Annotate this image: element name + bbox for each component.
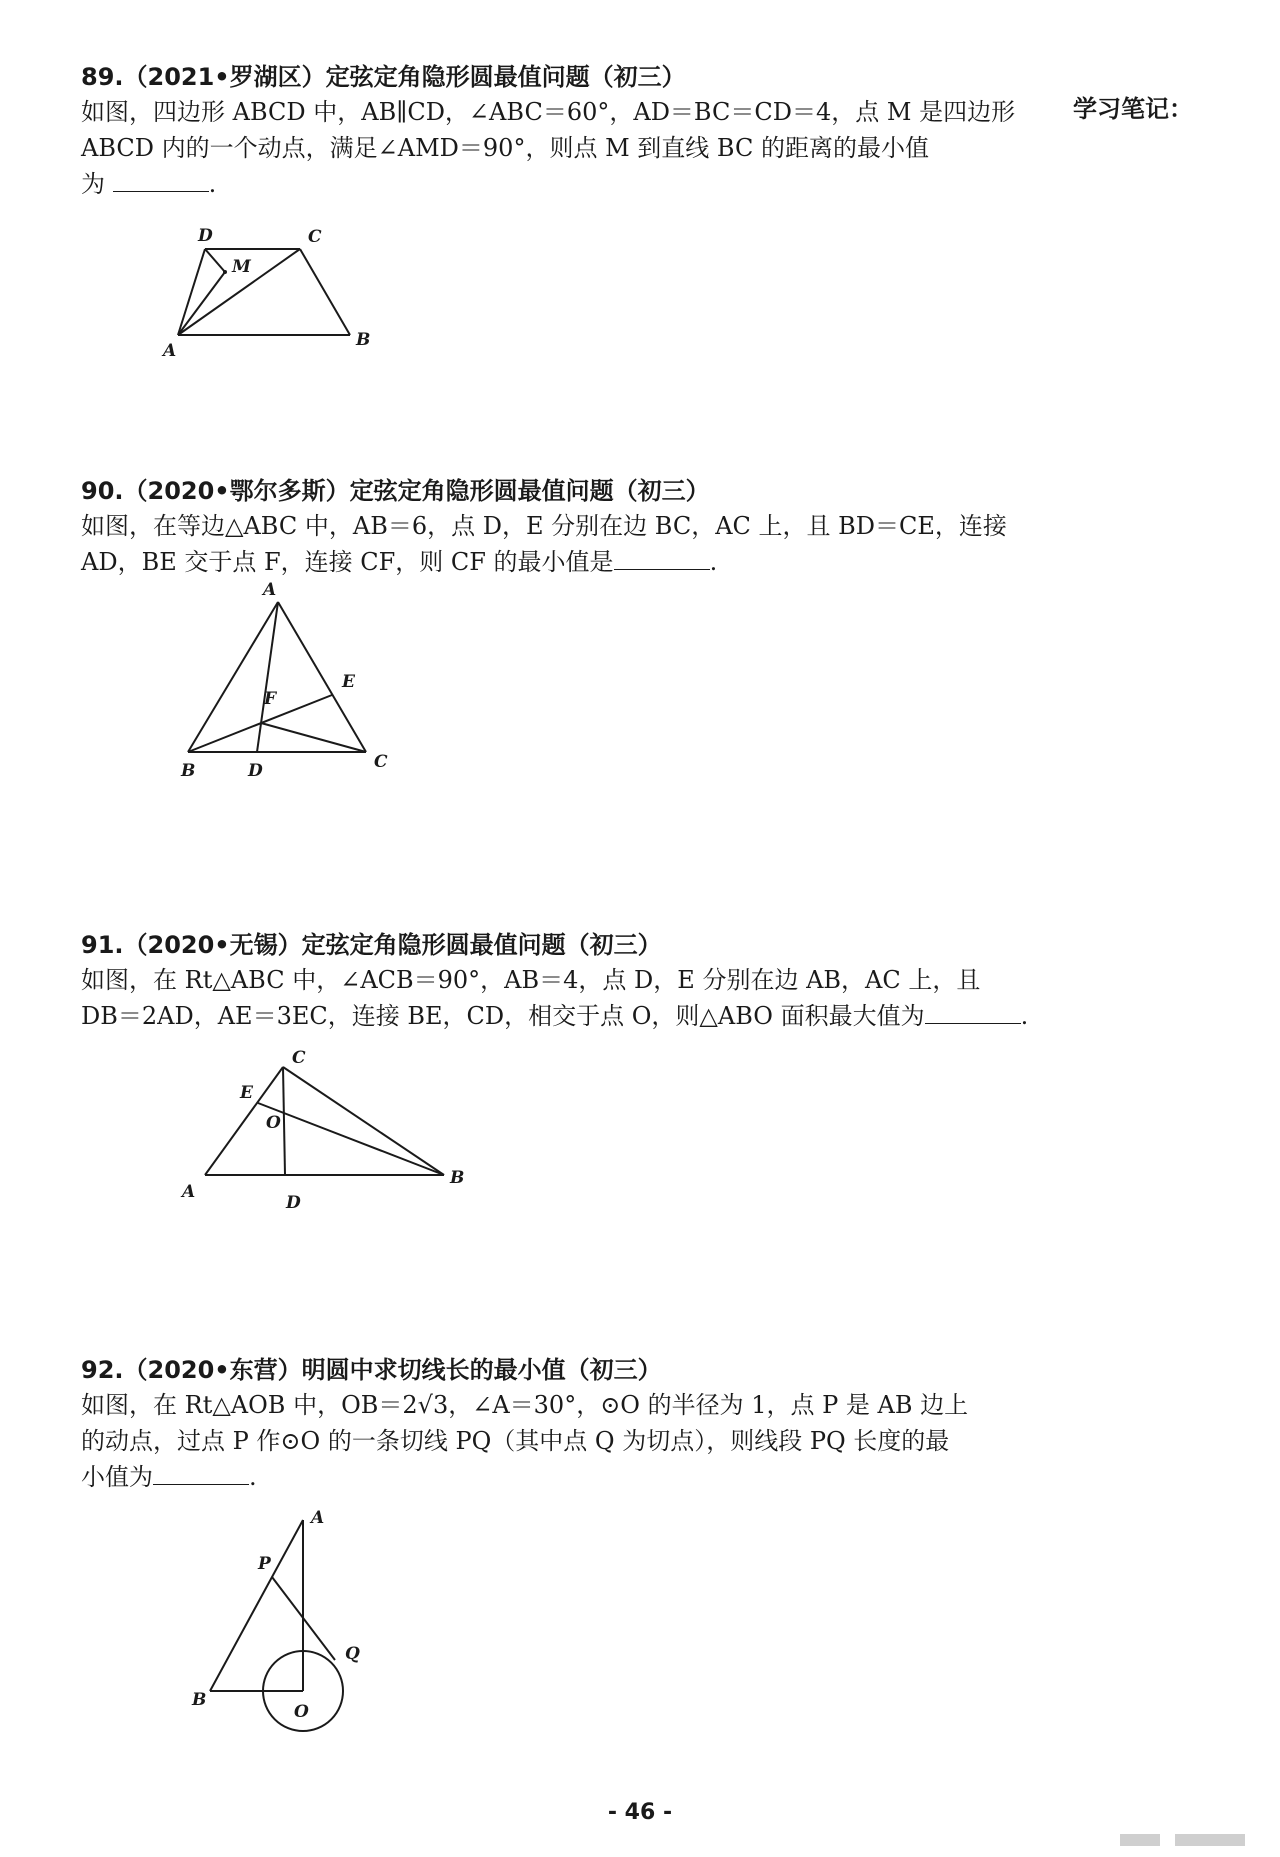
label-b: B — [181, 761, 196, 781]
label-b: B — [192, 1690, 207, 1710]
label-m: M — [232, 257, 251, 277]
answer-blank — [113, 169, 209, 192]
problem-91 — [81, 928, 1029, 1034]
end-mark: . — [208, 170, 217, 198]
problem-90 — [81, 474, 1021, 580]
segment-cd — [283, 1067, 285, 1175]
point-m — [223, 270, 227, 274]
problem-text-line: 如图，在 Rt△AOB 中，OB＝2√3，∠A＝30°，⊙O 的半径为 1，点 P 是 AB 边上 — [81, 1391, 969, 1419]
segment-da — [178, 249, 205, 335]
answer-blank — [153, 1462, 249, 1485]
label-a: A — [182, 1182, 196, 1202]
label-a: A — [263, 580, 277, 600]
problem-text: 为 — [81, 170, 105, 198]
label-c: C — [292, 1048, 306, 1068]
label-o: O — [294, 1702, 309, 1722]
label-d: D — [286, 1193, 301, 1213]
study-notes-heading: 学习笔记： — [1073, 95, 1193, 123]
figure-90-equilateral-triangle — [170, 580, 430, 790]
segment-fc — [261, 723, 366, 752]
problem-text-line: 的动点，过点 P 作⊙O 的一条切线 PQ（其中点 Q 为切点），则线段 PQ 长度的最 — [81, 1427, 950, 1455]
problem-text: AD，BE 交于点 F，连接 CF，则 CF 的最小值是 — [81, 548, 614, 576]
problem-text: 小值为 — [81, 1463, 153, 1491]
problem-title: 92.（2020•东营）明圆中求切线长的最小值（初三） — [81, 1356, 662, 1384]
problem-title: 91.（2020•无锡）定弦定角隐形圆最值问题（初三） — [81, 931, 662, 959]
problem-text-line: ABCD 内的一个动点，满足∠AMD＝90°，则点 M 到直线 BC 的距离的最小值 — [81, 134, 929, 162]
answer-blank — [925, 1001, 1021, 1024]
segment-ad — [257, 602, 278, 752]
problem-text-line — [81, 1459, 1021, 1495]
page-number: - 46 - — [607, 1800, 673, 1825]
label-e: E — [342, 672, 355, 692]
figure-89-trapezoid — [150, 200, 470, 360]
problem-title: 89.（2021•罗湖区）定弦定角隐形圆最值问题（初三） — [81, 63, 686, 91]
label-a: A — [311, 1508, 325, 1528]
scan-artifact — [1175, 1834, 1245, 1846]
problem-text-line — [81, 544, 1021, 580]
segment-ab — [188, 602, 278, 752]
end-mark: . — [249, 1463, 257, 1491]
label-o: O — [266, 1113, 281, 1133]
label-b: B — [356, 330, 371, 350]
segment-am — [178, 272, 225, 335]
problem-text-line: 如图，在等边△ABC 中，AB＝6，点 D，E 分别在边 BC，AC 上，且 BD＝CE，连接 — [81, 512, 1007, 540]
label-c: C — [374, 752, 388, 772]
segment-be — [188, 695, 332, 752]
segment-dm — [205, 249, 225, 272]
label-e: E — [240, 1083, 253, 1103]
answer-blank — [614, 547, 710, 570]
label-d: D — [248, 761, 263, 781]
figure-92-tangent-circle — [180, 1505, 380, 1735]
problem-text-line: 如图，四边形 ABCD 中，AB∥CD，∠ABC＝60°，AD＝BC＝CD＝4，点 M 是四边形 — [81, 98, 1016, 126]
end-mark: . — [1020, 1002, 1029, 1030]
label-p: P — [258, 1554, 271, 1574]
label-c: C — [308, 227, 322, 247]
problem-text-line: 如图，在 Rt△ABC 中，∠ACB＝90°，AB＝4，点 D，E 分别在边 AB，AC 上，且 — [81, 966, 981, 994]
label-d: D — [198, 226, 213, 246]
problem-text-line — [81, 998, 1029, 1034]
end-mark: . — [709, 548, 718, 576]
label-q: Q — [345, 1644, 360, 1664]
problem-89 — [81, 60, 1021, 202]
problem-92 — [81, 1353, 1021, 1495]
label-b: B — [450, 1168, 465, 1188]
segment-ab — [210, 1520, 303, 1691]
scan-artifact — [1120, 1834, 1160, 1846]
figure-91-right-triangle — [170, 1048, 490, 1218]
segment-bc — [300, 249, 350, 335]
problem-title: 90.（2020•鄂尔多斯）定弦定角隐形圆最值问题（初三） — [81, 477, 710, 505]
label-f: F — [264, 689, 277, 709]
label-a: A — [163, 341, 177, 361]
problem-text: DB＝2AD，AE＝3EC，连接 BE，CD，相交于点 O，则△ABO 面积最大值为 — [81, 1002, 925, 1030]
problem-text-line — [81, 166, 1021, 202]
